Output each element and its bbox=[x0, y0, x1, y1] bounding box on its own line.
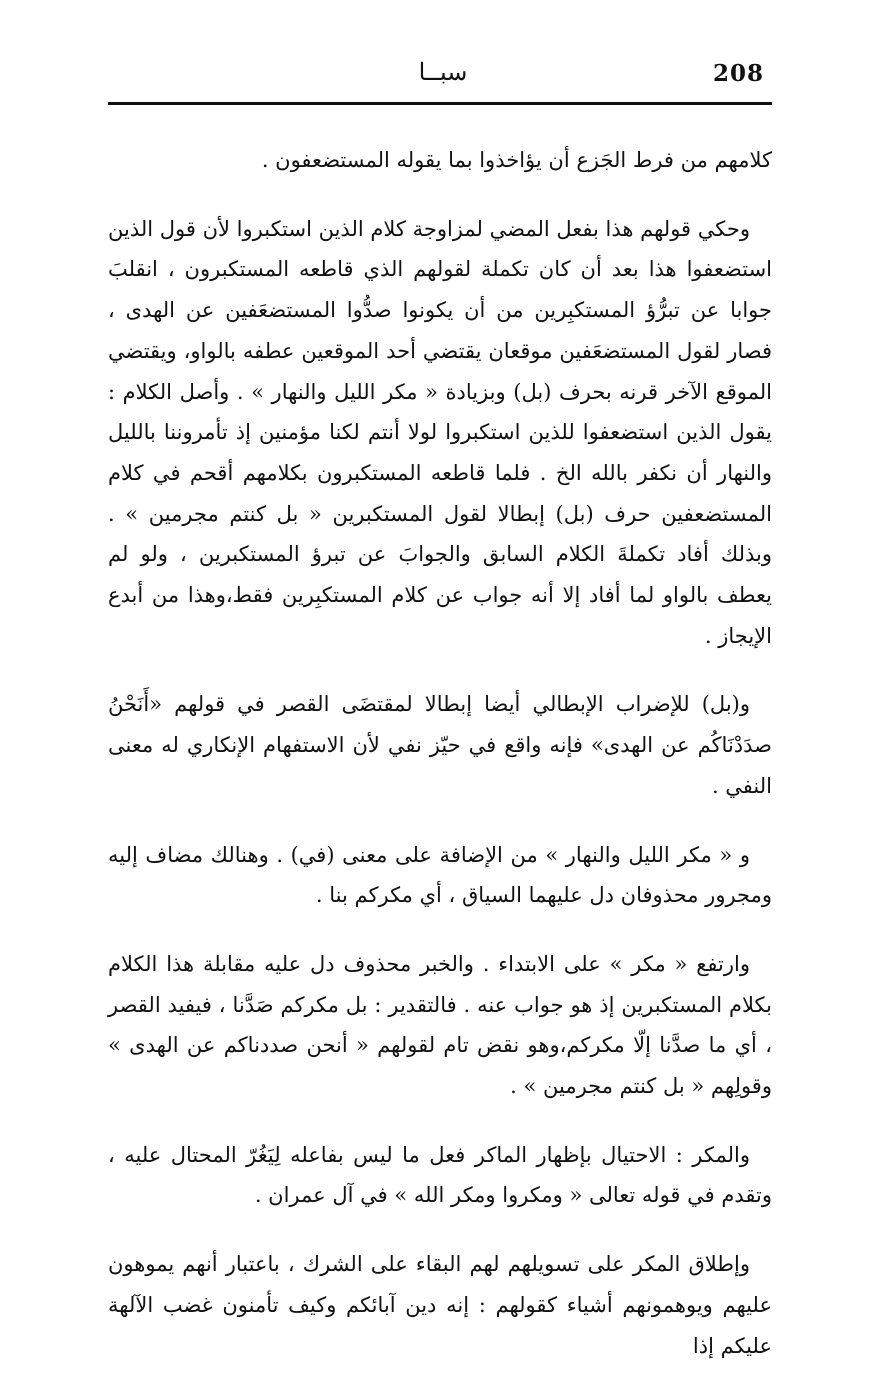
paragraph: وإطلاق المكر على تسويلهم لهم البقاء على الشرك ، باعتبار أنهم يموهون عليهم ويوهمونهم أشياء كقولهم : إنه دين آبائكم وكيف تأمنون غضب الآلهة عليكم إذا bbox=[108, 1252, 772, 1358]
paragraph: و « مكر الليل والنهار » من الإضافة على معنى (في) . وهنالك مضاف إليه ومجرور محذوفان دل عليهما السياق ، أي مكركم بنا . bbox=[108, 842, 772, 908]
page-number: 208 bbox=[712, 60, 764, 87]
page-header bbox=[108, 52, 772, 102]
header-rule bbox=[108, 102, 772, 105]
paragraph: والمكر : الاحتيال بإظهار الماكر فعل ما ليس بفاعله لِيَغُرّ المحتال عليه ، وتقدم في قوله تعالى « ومكروا ومكر الله » في آل عمران . bbox=[108, 1142, 772, 1208]
paragraph: وحكي قولهم هذا بفعل المضي لمزاوجة كلام الذين استكبروا لأن قول الذين استضعفوا هذا بعد أن كان تكملة لقولهم الذي قاطعه المستكبرون ، انقلبَ جوابا عن تبرُّؤ المستكبِرين من أن يكونوا صدُّوا المستضعَفين عن الهدى ، فصار لقول المستضعَفين موقعان يقتضي أحد الموقعين عطفه بالواو، ويقتضي الموقع الآخر قرنه بحرف (بل) وبزيادة « مكر الليل والنهار » . وأصل الكلام : يقول الذين استضعفوا للذين استكبروا لولا أنتم لكنا مؤمنين إذ تأمروننا بالليل والنهار أن نكفر بالله الخ . فلما قاطعه المستكبرون بكلامهم أقحم في كلام المستضعفين حرف (بل) إبطالا لقول المستكبرين « بل كنتم مجرمين » . وبذلك أفاد تكملةَ الكلام السابق والجوابَ عن تبرؤ المستكبرين ، ولو لم يعطف بالواو لما أفاد إلا أنه جواب عن كلام المستكبِرين فقط،وهذا من أبدع الإيجاز . bbox=[108, 216, 772, 648]
page-body bbox=[108, 140, 772, 1366]
paragraph: كلامهم من فرط الجَزع أن يؤاخذوا بما يقوله المستضعفون . bbox=[261, 148, 772, 172]
paragraph: و(بل) للإضراب الإبطالي أيضا إبطالا لمقتضَى القصر في قولهم «أَنَحْنُ صدَدْنَاكُم عن الهدى» فإنه واقع في حيّز نفي لأن الاستفهام الإنكاري له معنى النفي . bbox=[108, 692, 772, 798]
surah-name: سبــا bbox=[418, 58, 468, 86]
paragraph: وارتفع « مكر » على الابتداء . والخبر محذوف دل عليه مقابلة هذا الكلام بكلام المستكبرين إذ هو جواب عنه . فالتقدير : بل مكركم صَدَّنا ، فيفيد القصر ، أي ما صدَّنا إلّا مكركم،وهو نقض تام لقولهم « أنحن صددناكم عن الهدى » وقولِهم « بل كنتم مجرمين » . bbox=[108, 951, 772, 1099]
